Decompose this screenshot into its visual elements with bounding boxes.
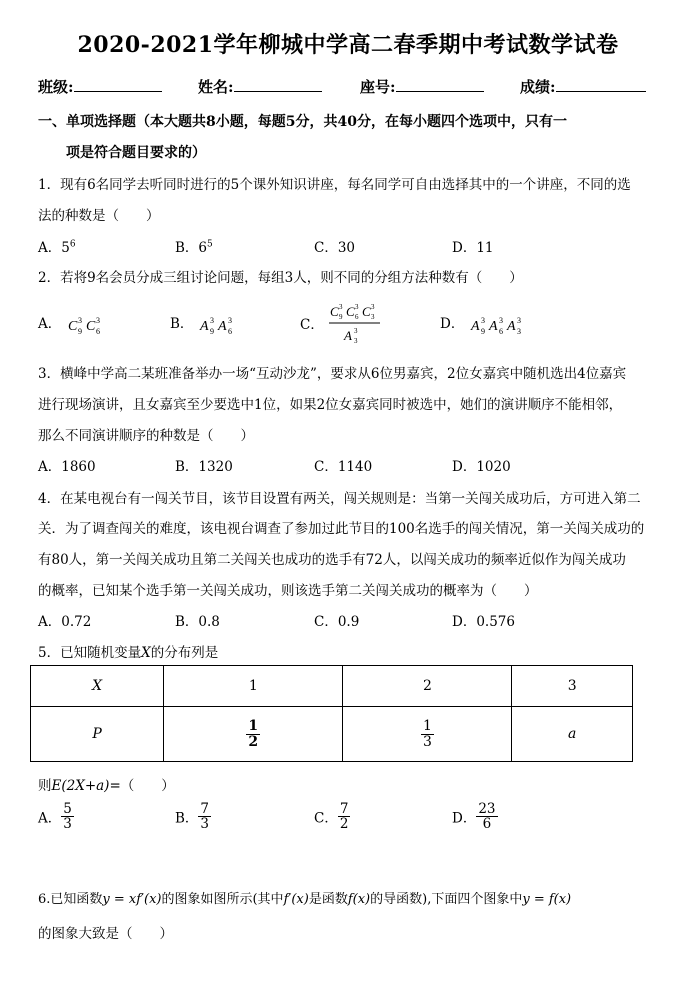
q5-option-c: C． $\frac{7}{2}$ [314,801,349,833]
svg-text:3: 3 [339,303,343,311]
distribution-row-x [31,666,633,707]
svg-text:C: C [85,318,95,334]
svg-text:3: 3 [371,313,375,321]
q3-option-c: C．1140 [314,459,373,475]
q6-stem-line2: 的图象大致是（ ） [38,926,173,942]
seat-label: 座号: [360,78,396,96]
score-label: 成绩: [520,78,556,96]
svg-text:A: A [344,328,353,343]
q1-option-a: A．$5^6$ [38,239,76,256]
q2-option-a: A． C 3 9 C 3 6 [38,312,110,337]
svg-text:C: C [330,304,339,319]
q5-option-d: D． $\frac{23}{6}$ [452,801,496,833]
svg-text:3: 3 [516,326,521,336]
name-blank [234,77,322,92]
score-field [520,76,646,97]
seat-field [360,76,484,97]
q5-option-a: A． $\frac{5}{3}$ [38,801,72,833]
svg-text:6: 6 [227,326,232,336]
svg-text:9: 9 [209,326,214,336]
q1-stem-line2: 法的种数是（ ） [38,208,160,224]
q3-option-a: A．1860 [38,459,96,475]
q2-option-d-formula [469,313,531,337]
q2-option-b: B． A 3 9 A 3 6 [170,312,242,337]
svg-text:9: 9 [480,326,485,336]
svg-text:A: A [217,318,227,334]
q2-option-a-formula [66,313,110,337]
score-blank [556,77,646,92]
q2-option-c-formula [328,300,386,346]
q4-stem-line4: 的概率，已知某个选手第一关闯关成功，则该选手第二关闯关成功的概率为（ ） [38,583,538,599]
svg-text:3: 3 [95,315,100,325]
table-header-x: X [31,666,164,707]
table-p-3: a [512,707,633,762]
q1-option-c: C．30 [314,240,356,256]
svg-text:3: 3 [480,315,485,325]
q3-option-d: D．1020 [452,459,511,475]
svg-text:C: C [346,304,355,319]
svg-text:6: 6 [498,326,503,336]
svg-text:9: 9 [339,313,343,321]
svg-text:3: 3 [209,315,214,325]
q3-option-b: B．1320 [175,459,233,475]
svg-text:3: 3 [227,315,232,325]
svg-text:3: 3 [516,315,521,325]
svg-text:3: 3 [77,315,82,325]
q5-option-b: B． $\frac{7}{3}$ [175,801,210,833]
q4-option-d: D．0.576 [452,614,515,630]
svg-text:A: A [488,318,498,334]
class-field [38,76,162,97]
table-x-1: 1 [164,666,343,707]
table-p-2: $\frac{1}{3}$ [343,707,512,762]
table-x-2: 2 [343,666,512,707]
q4-stem-line3: 有80人，第一关闯关成功且第二关闯关也成功的选手有72人，以闯关成功的频率近似作为闯关成功 [38,552,626,568]
q3-stem-line3: 那么不同演讲顺序的种数是（ ） [38,428,254,444]
page-title: 2020-2021学年柳城中学高二春季期中考试数学试卷 [77,32,619,58]
q4-option-a: A．0.72 [38,614,92,630]
q4-stem-line1: 4．在某电视台有一闯关节目，该节目设置有两关，闯关规则是：当第一关闯关成功后，方可进入第二 [38,491,641,507]
svg-text:3: 3 [498,315,503,325]
q2-option-c: C． C 3 9 C 3 6 C 3 3 A 3 3 [300,300,386,346]
seat-blank [396,77,484,92]
section1-heading-line2: 项是符合题目要求的） [66,145,206,161]
section1-heading-line1: 一、单项选择题（本大题共8小题，每题5分，共40分，在每小题四个选项中，只有一 [38,114,567,130]
q5-ask: 则E(2X+a)=（ ） [38,778,175,794]
q3-stem-line2: 进行现场演讲，且女嘉宾至少要选中1位，如果2位女嘉宾同时被选中，她们的演讲顺序不能相邻， [38,397,623,413]
name-field [198,76,322,97]
svg-text:6: 6 [355,313,359,321]
svg-text:A: A [199,318,209,334]
class-label: 班级: [38,78,74,96]
table-p-1: $\frac{1}{2}$ [164,707,343,762]
svg-text:3: 3 [355,303,359,311]
svg-text:3: 3 [371,303,375,311]
q2-stem: 2．若将9名会员分成三组讨论问题，每组3人，则不同的分组方法种数有（ ） [38,270,523,286]
q1-option-d: D．11 [452,240,494,256]
distribution-table [30,665,633,762]
q1-stem-line1: 1．现有6名同学去听同时进行的5个课外知识讲座，每名同学可自由选择其中的一个讲座，不同的选 [38,177,631,193]
svg-text:A: A [470,318,480,334]
q2-option-b-formula [198,313,242,337]
q5-stem: 5．已知随机变量X的分布列是 [38,645,219,661]
svg-text:A: A [506,318,516,334]
distribution-row-p [31,707,633,762]
svg-text:C: C [67,318,77,334]
q3-stem-line1: 3．横峰中学高二某班准备举办一场“互动沙龙”，要求从6位男嘉宾，2位女嘉宾中随机选出4位嘉宾 [38,366,627,382]
q1-option-b: B．$6^5$ [175,239,213,256]
q2-option-d: D． A 3 9 A 3 6 A 3 3 [440,312,531,337]
svg-text:9: 9 [77,326,82,336]
svg-text:3: 3 [354,327,358,335]
q6-stem-line1: 6.已知函数y = xf′(x)的图象如图所示(其中f′(x)是函数f(x)的导函数),下面四个图象中y = f(x) [38,892,572,907]
table-header-p: P [31,707,164,762]
class-blank [74,77,162,92]
svg-text:C: C [362,304,371,319]
q4-option-b: B．0.8 [175,614,220,630]
table-x-3: 3 [512,666,633,707]
name-label: 姓名: [198,78,234,96]
svg-text:6: 6 [95,326,100,336]
svg-text:3: 3 [354,337,358,345]
q4-stem-line2: 关．为了调查闯关的难度，该电视台调查了参加过此节目的100名选手的闯关情况，第一关闯关成功的 [38,521,645,537]
q4-option-c: C．0.9 [314,614,360,630]
